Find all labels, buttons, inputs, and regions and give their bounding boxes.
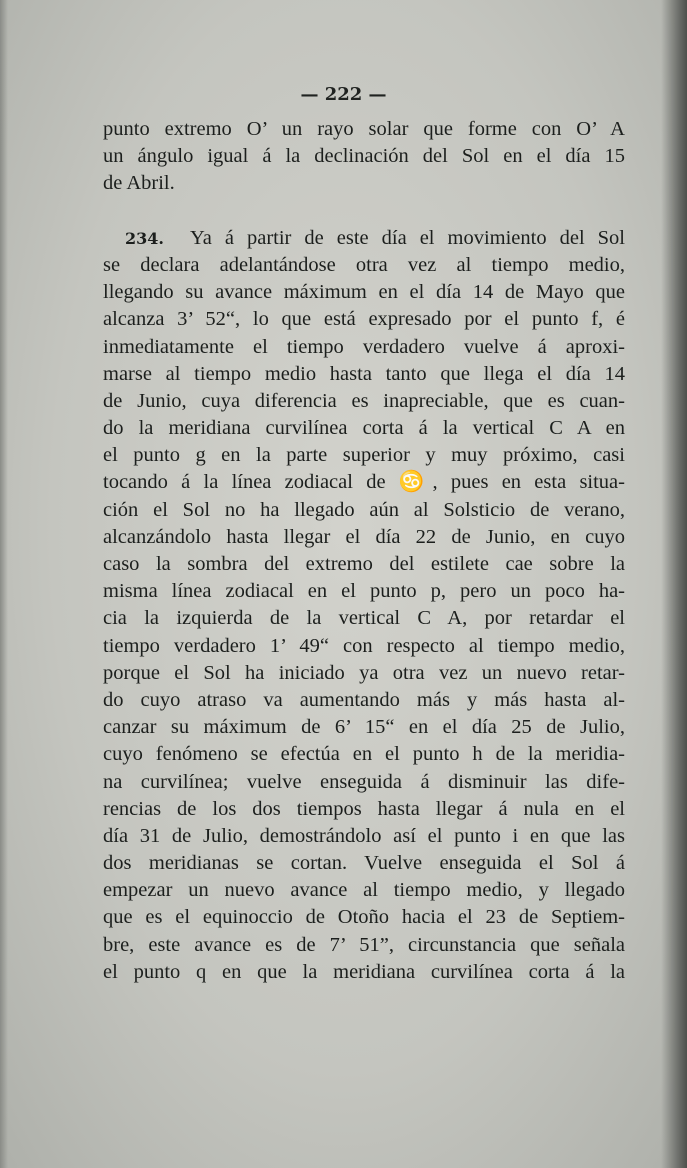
text-line: empezar un nuevo avance al tiempo medio, y llegado [103,879,625,902]
text-line: cia la izquierda de la vertical C A, por retardar el [103,607,625,630]
text-line: el punto g en la parte superior y muy próximo, casi [103,444,625,467]
paragraph-1 [103,116,625,198]
text-line: de Abril. [103,172,175,195]
text-line: caso la sombra del extremo del estilete cae sobre la [103,553,625,575]
text-line: dos meridianas se cortan. Vuelve enseguida el Sol á [103,852,625,875]
text-line: ción el Sol no ha llegado aún al Solsticio de verano, [103,498,625,521]
text-line: cuyo fenómeno se efectúa en el punto h de la meridia- [103,743,625,766]
text-line: tiempo verdadero 1’ 49“ con respecto al tiempo medio, [103,634,625,657]
body-text [103,116,625,986]
text-line: bre, este avance es de 7’ 51”, circunstancia que señala [103,933,625,956]
text-line: porque el Sol ha iniciado ya otra vez un nuevo retar- [103,661,625,684]
text-line-content: Ya á partir de este día el movimiento del Sol [190,226,625,249]
text-line: se declara adelantándose otra vez al tiempo medio, [103,253,625,276]
paragraph-234 [103,225,625,986]
text-line: llegando su avance máximum en el día 14 de Mayo que [103,281,625,304]
text-line: alcanza 3’ 52“, lo que está expresado por el punto f, é [103,308,625,331]
text-line: punto extremo O’ un rayo solar que forme con O’ A [103,118,625,140]
text-line-first [103,225,625,252]
text-line: rencias de los dos tiempos hasta llegar á nula en el [103,797,625,820]
text-line: de Junio, cuya diferencia es inapreciable, que es cuan- [103,389,625,412]
text-line: tocando á la línea zodiacal de ♋, pues en esta situa- [103,471,625,494]
paragraph-gap [103,198,625,225]
text-line: alcanzándolo hasta llegar el día 22 de Junio, en cuyo [103,525,625,548]
text-line: misma línea zodiacal en el punto p, pero un poco ha- [103,580,625,603]
text-line: na curvilínea; vuelve enseguida á disminuir las dife- [103,770,625,793]
page-number: — 222 — [300,84,387,105]
text-line: canzar su máximum de 6’ 15“ en el día 25 de Julio, [103,716,625,739]
text-line: día 31 de Julio, demostrándolo así el punto i en que las [103,824,625,847]
text-line: el punto q en que la meridiana curvilínea corta á la [103,960,625,983]
text-line: do cuyo atraso va aumentando más y más hasta al- [103,688,625,711]
text-line: inmediatamente el tiempo verdadero vuelve á aproxi- [103,335,625,358]
section-number: 234. [125,228,164,248]
text-line: marse al tiempo medio hasta tanto que llega el día 14 [103,362,625,385]
text-line: do la meridiana curvilínea corta á la vertical C A en [103,417,625,440]
text-line: un ángulo igual á la declinación del Sol en el día 15 [103,145,625,168]
text-line: que es el equinoccio de Otoño hacia el 23 de Septiem- [103,906,625,929]
